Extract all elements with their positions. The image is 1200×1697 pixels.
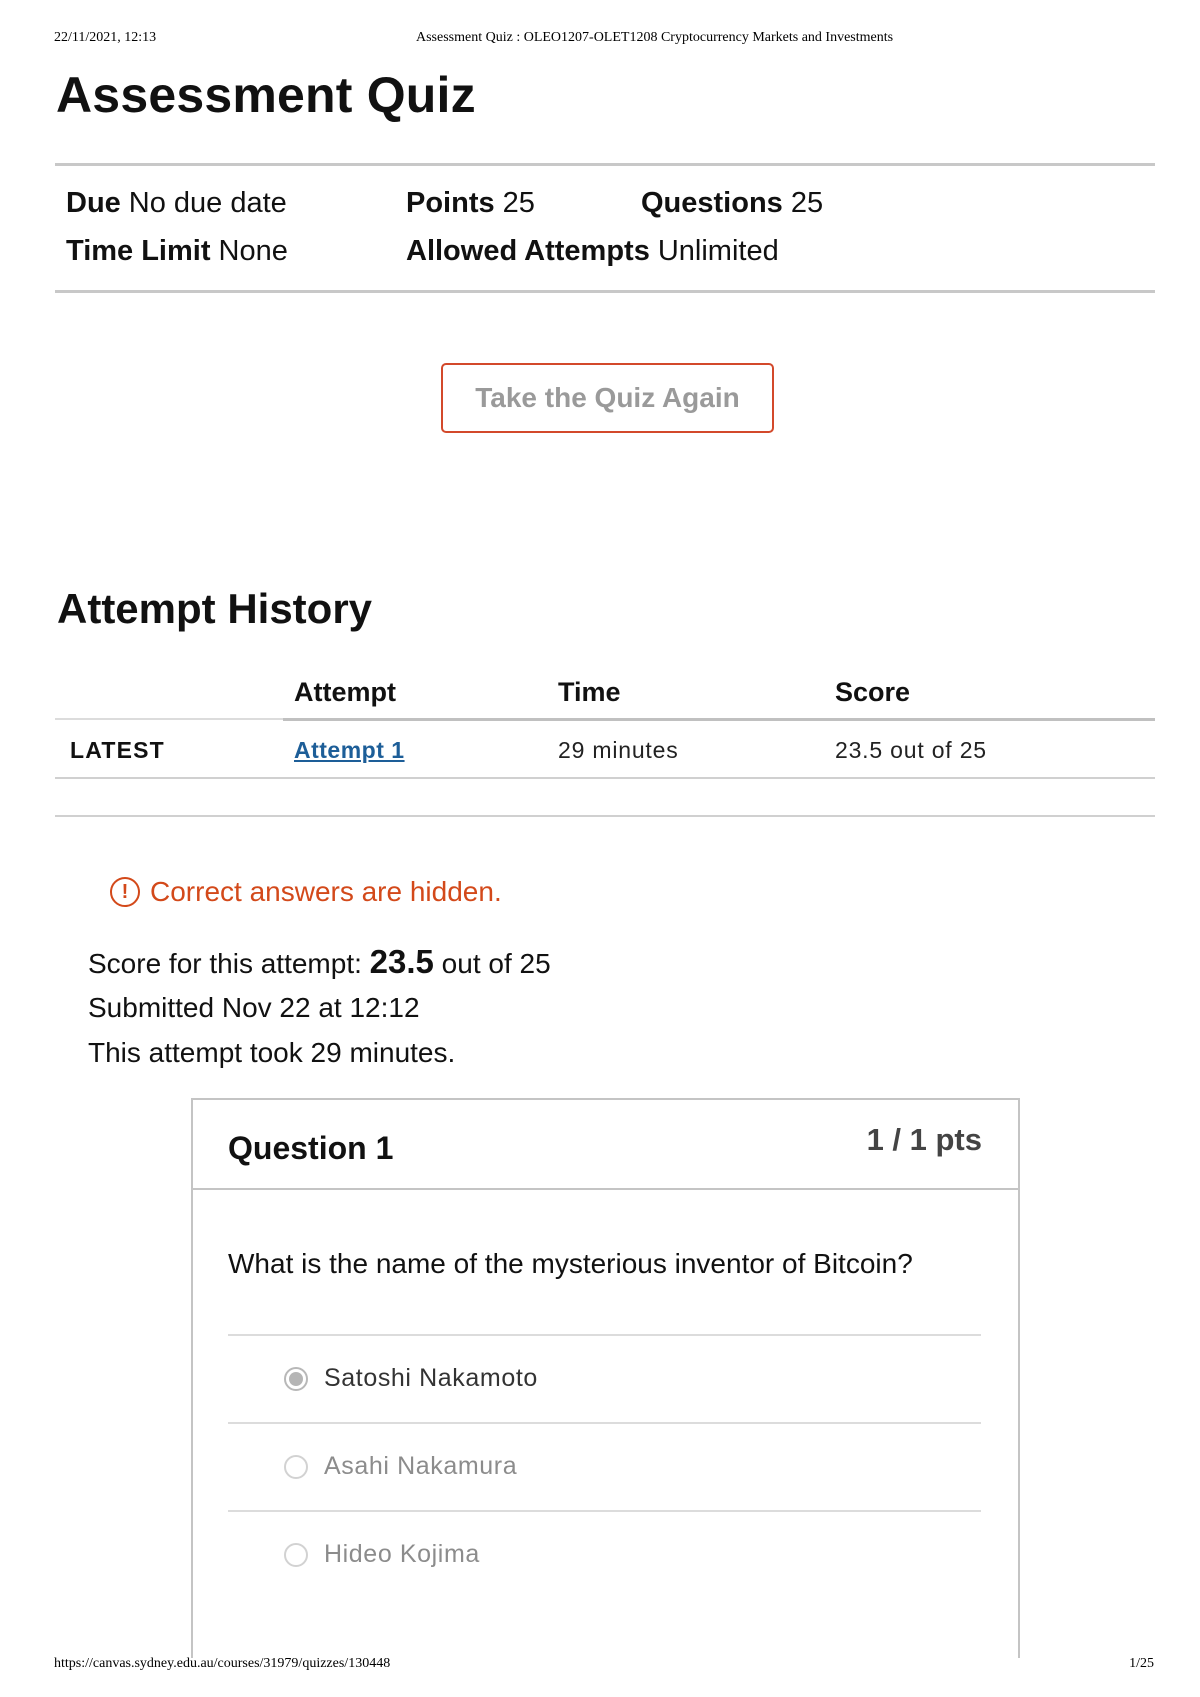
radio-selected bbox=[284, 1367, 308, 1391]
answer-divider bbox=[228, 1422, 981, 1424]
meta-due bbox=[66, 187, 287, 220]
answer-divider bbox=[228, 1510, 981, 1512]
section-divider bbox=[55, 815, 1155, 817]
take-quiz-again-label: Take the Quiz Again bbox=[475, 382, 740, 413]
answer-label: Satoshi Nakamoto bbox=[324, 1364, 538, 1392]
meta-top-divider bbox=[55, 163, 1155, 166]
meta-allowed-attempts-label: Allowed Attempts bbox=[406, 235, 650, 267]
question-card bbox=[191, 1098, 1020, 1658]
question-header bbox=[193, 1100, 1018, 1190]
question-text: What is the name of the mysterious inventor of Bitcoin? bbox=[228, 1248, 913, 1279]
attempt-1-link[interactable]: Attempt 1 bbox=[294, 737, 405, 763]
meta-time-limit bbox=[66, 235, 288, 268]
score-suffix: out of 25 bbox=[433, 948, 551, 979]
meta-questions-value: 25 bbox=[790, 187, 824, 219]
print-page-number: 1/25 bbox=[1129, 1656, 1154, 1671]
meta-allowed-attempts bbox=[406, 235, 779, 268]
meta-questions-label: Questions bbox=[641, 187, 783, 219]
attempt-score: 23.5 out of 25 bbox=[835, 737, 987, 763]
answer-divider bbox=[228, 1334, 981, 1336]
meta-points-label: Points bbox=[406, 187, 495, 219]
answer-option bbox=[284, 1452, 517, 1481]
column-header-score: Score bbox=[835, 677, 911, 707]
print-date: 22/11/2021, 12:13 bbox=[54, 30, 157, 45]
column-header-time: Time bbox=[558, 677, 621, 707]
meta-bottom-divider bbox=[55, 290, 1155, 293]
meta-points bbox=[406, 187, 535, 220]
meta-due-label: Due bbox=[66, 187, 121, 219]
score-value: 23.5 bbox=[369, 943, 434, 980]
meta-questions bbox=[641, 187, 823, 220]
attempt-time: 29 minutes bbox=[558, 737, 679, 763]
latest-tag: LATEST bbox=[70, 737, 165, 763]
print-document-title: Assessment Quiz : OLEO1207-OLET1208 Cryptocurrency Markets and Investments bbox=[416, 30, 894, 45]
meta-points-value: 25 bbox=[502, 187, 535, 219]
warning-circle-icon: ! bbox=[110, 877, 140, 907]
submitted-text: Submitted Nov 22 at 12:12 bbox=[88, 992, 420, 1023]
question-title: Question 1 bbox=[228, 1130, 394, 1166]
answer-option bbox=[284, 1364, 538, 1393]
radio-unselected bbox=[284, 1543, 308, 1567]
table-row-divider bbox=[55, 777, 1155, 779]
table-header-divider-left bbox=[55, 718, 283, 720]
notice-text: Correct answers are hidden. bbox=[150, 876, 502, 907]
answer-label: Hideo Kojima bbox=[324, 1540, 480, 1568]
score-prefix: Score for this attempt: bbox=[88, 948, 370, 979]
attempt-history-title: Attempt History bbox=[57, 585, 373, 632]
radio-unselected bbox=[284, 1455, 308, 1479]
meta-due-value: No due date bbox=[128, 187, 287, 219]
column-header-attempt: Attempt bbox=[294, 677, 396, 707]
duration-text: This attempt took 29 minutes. bbox=[88, 1037, 456, 1068]
answer-label: Asahi Nakamura bbox=[324, 1452, 518, 1480]
meta-allowed-attempts-value: Unlimited bbox=[657, 235, 779, 267]
take-quiz-again-button[interactable] bbox=[441, 363, 774, 433]
print-url: https://canvas.sydney.edu.au/courses/31979/quizzes/130448 bbox=[54, 1656, 391, 1671]
page-title: Assessment Quiz bbox=[56, 67, 476, 123]
print-header bbox=[54, 30, 1154, 50]
meta-time-limit-label: Time Limit bbox=[66, 235, 211, 267]
print-footer bbox=[54, 1656, 1154, 1676]
table-header-divider bbox=[283, 718, 1155, 721]
answer-option bbox=[284, 1540, 480, 1569]
score-summary bbox=[88, 943, 551, 981]
meta-time-limit-value: None bbox=[218, 235, 288, 267]
correct-answers-hidden-notice bbox=[110, 876, 502, 908]
question-points: 1 / 1 pts bbox=[866, 1122, 982, 1157]
